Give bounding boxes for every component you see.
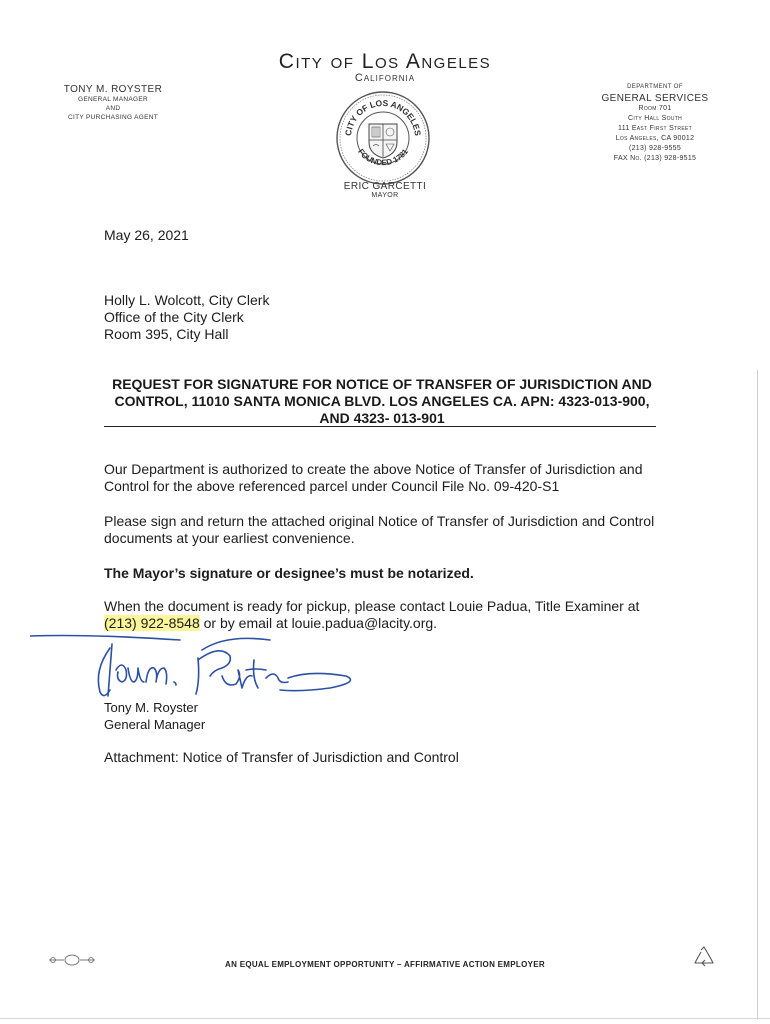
subject-line-1: REQUEST FOR SIGNATURE FOR NOTICE OF TRANSFER OF JURISDICTION AND <box>112 376 652 392</box>
city-seal-icon <box>335 90 431 186</box>
department-city-zip: Los Angeles, CA 90012 <box>615 135 695 142</box>
paragraph-request: Please sign and return the attached original Notice of Transfer of Jurisdiction and Control documents at your earliest convenience. <box>104 513 655 546</box>
recipient-line-3: Room 395, City Hall <box>104 326 229 342</box>
state-name: California <box>354 72 416 84</box>
department-street: 111 East First Street <box>618 125 692 132</box>
scan-edge-right <box>757 370 758 1020</box>
seal-top-text: CITY OF LOS ANGELES <box>343 97 423 137</box>
general-manager-title-2: AND <box>105 105 121 112</box>
department-phone: (213) 928-9555 <box>628 145 682 152</box>
letter-date: May 26, 2021 <box>104 227 189 243</box>
seal-bottom-text: FOUNDED 1781 <box>356 147 410 168</box>
scan-edge-bottom <box>0 1018 770 1019</box>
general-manager-title-1: GENERAL MANAGER <box>78 96 148 103</box>
department-building: City Hall South <box>627 115 682 122</box>
department-room: Room 701 <box>638 105 672 112</box>
subject-line-3: AND 4323- 013-901 <box>319 410 445 426</box>
signer-title: General Manager <box>104 717 206 732</box>
department-block <box>592 84 718 164</box>
recipient-address <box>104 292 269 343</box>
handwritten-signature <box>30 630 360 710</box>
department-label: DEPARTMENT OF <box>627 84 683 90</box>
signer-block <box>104 699 205 733</box>
subject-line-2: CONTROL, 11010 SANTA MONICA BLVD. LOS ANGELES CA. APN: 4323-013-900, <box>114 393 650 409</box>
subject-line <box>104 376 660 427</box>
subject-underline <box>104 426 656 427</box>
signer-name: Tony M. Royster <box>104 700 198 715</box>
contact-email-text: or by email at louie.padua@lacity.org. <box>199 615 438 631</box>
mayor-name: ERIC GARCETTI <box>343 181 427 192</box>
general-manager-name: TONY M. ROYSTER <box>63 84 163 95</box>
paragraph-contact <box>104 598 664 632</box>
attachment-line: Attachment: Notice of Transfer of Jurisdiction and Control <box>104 749 459 765</box>
equal-opportunity-footer: AN EQUAL EMPLOYMENT OPPORTUNITY – AFFIRMATIVE ACTION EMPLOYER <box>225 960 545 969</box>
contact-text: When the document is ready for pickup, please contact Louie Padua, Title Examiner at <box>104 598 640 614</box>
department-name: GENERAL SERVICES <box>601 93 709 104</box>
general-manager-title-3: CITY PURCHASING AGENT <box>68 114 158 121</box>
paragraph-authorization: Our Department is authorized to create the above Notice of Transfer of Jurisdiction and Control for the above referenced parcel under Council File No. 09-420-S1 <box>104 461 643 494</box>
department-fax: FAX No. (213) 928-9515 <box>613 155 697 162</box>
recycle-icon <box>692 946 716 970</box>
recipient-line-1: Holly L. Wolcott, City Clerk <box>104 292 270 308</box>
city-title: City of Los Angeles <box>278 50 492 73</box>
paragraph-notarize: The Mayor’s signature or designee’s must be notarized. <box>104 565 474 581</box>
mayor-block <box>0 181 770 199</box>
recipient-line-2: Office of the City Clerk <box>104 309 244 325</box>
contact-phone-highlight: (213) 922-8548 <box>104 615 200 631</box>
mayor-title: MAYOR <box>371 192 399 199</box>
general-manager-block <box>58 84 168 122</box>
